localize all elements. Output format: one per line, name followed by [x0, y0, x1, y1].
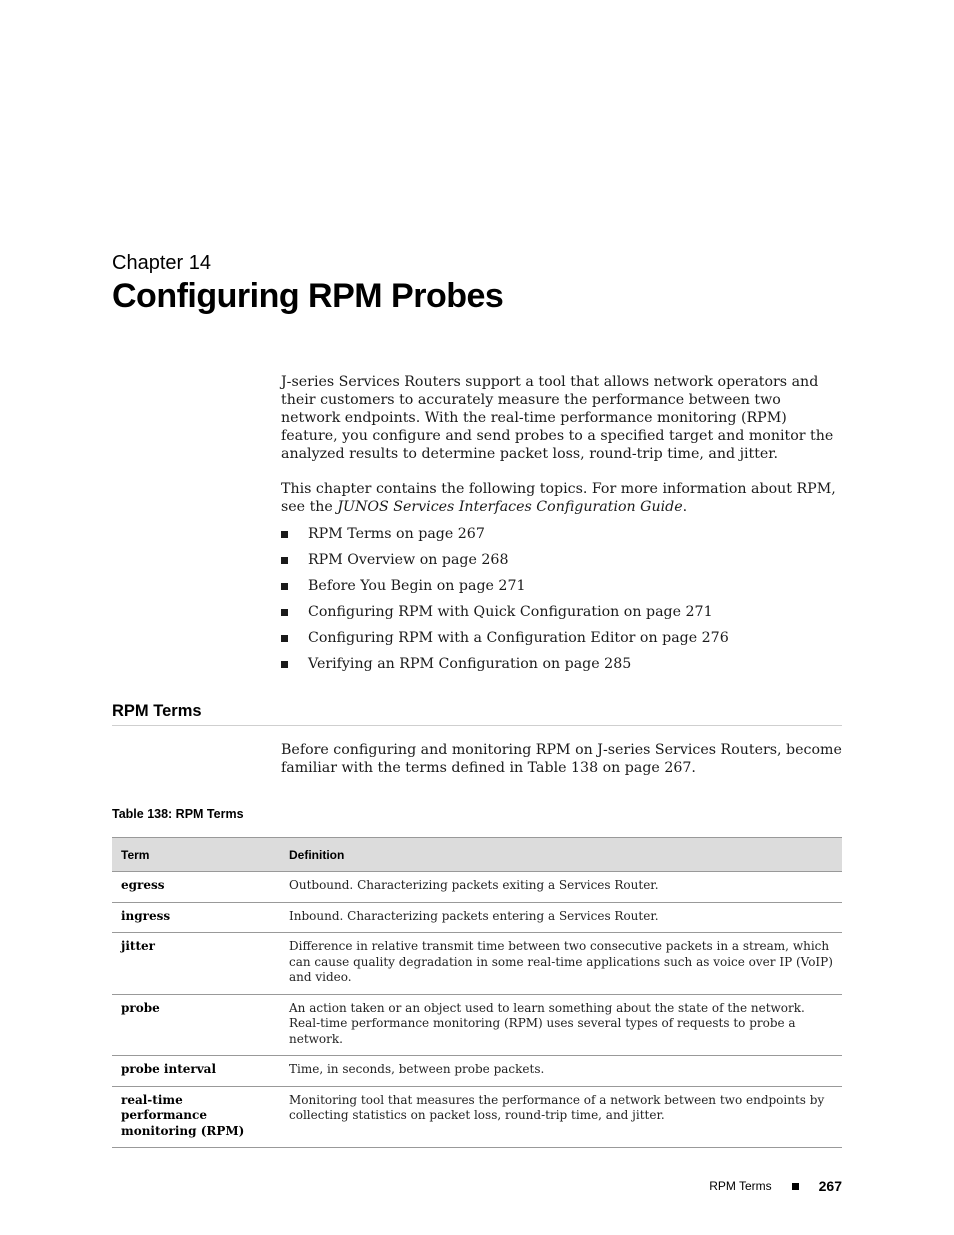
section-intro: Before configuring and monitoring RPM on J-series Services Routers, become familiar with the terms defined in Table 138 on page 267. — [281, 742, 842, 776]
definition-cell: Outbound. Characterizing packets exiting a Services Router. — [280, 872, 842, 903]
topics-intro-end: . — [682, 499, 688, 515]
definition-cell: Monitoring tool that measures the performance of a network between two endpoints by collecting statistics on packet loss, round-trip time, and jitter. — [280, 1086, 842, 1148]
table-caption: Table 138: RPM Terms — [112, 807, 244, 821]
term-column-header: Term — [112, 838, 280, 872]
topic-item[interactable] — [281, 628, 729, 654]
definition-cell: An action taken or an object used to learn something about the state of the network. Real-time performance monitoring (RPM) uses several types of requests to probe a network. — [280, 994, 842, 1056]
bullet-icon — [281, 531, 288, 538]
table-row — [112, 902, 842, 933]
bullet-icon — [281, 635, 288, 642]
bullet-icon — [281, 557, 288, 564]
definition-cell: Inbound. Characterizing packets entering a Services Router. — [280, 902, 842, 933]
topics-intro-text: This chapter contains the following topics. For more information about RPM, see the — [281, 481, 836, 515]
topic-item[interactable] — [281, 524, 729, 550]
table-row — [112, 1056, 842, 1087]
topics-intro-paragraph — [281, 480, 843, 516]
chapter-title: Configuring RPM Probes — [112, 277, 504, 315]
topic-item[interactable] — [281, 654, 729, 680]
section-divider — [112, 725, 842, 726]
intro-paragraph: J-series Services Routers support a tool that allows network operators and their customers to accurately measure the performance between two network endpoints. With the real-time performance monitoring (RPM) feature, you configure and send probes to a specified target and monitor the analyzed results to determine packet loss, round-trip time, and jitter. — [281, 374, 834, 462]
term-cell: probe — [112, 994, 280, 1056]
topic-item[interactable] — [281, 602, 729, 628]
section-heading: RPM Terms — [112, 702, 202, 720]
topic-label[interactable]: Before You Begin on page 271 — [308, 578, 526, 594]
term-cell: ingress — [112, 902, 280, 933]
guide-reference: JUNOS Services Interfaces Configuration Guide — [337, 499, 683, 515]
table-row — [112, 933, 842, 995]
term-cell: jitter — [112, 933, 280, 995]
page-footer — [709, 1178, 842, 1194]
term-cell: egress — [112, 872, 280, 903]
page-number: 267 — [818, 1178, 842, 1194]
table-row — [112, 1086, 842, 1148]
table-row — [112, 872, 842, 903]
definition-cell: Time, in seconds, between probe packets. — [280, 1056, 842, 1087]
topic-label[interactable]: RPM Overview on page 268 — [308, 552, 509, 568]
topic-item[interactable] — [281, 550, 729, 576]
topic-label[interactable]: Configuring RPM with a Configuration Editor on page 276 — [308, 630, 729, 646]
term-cell: real-time performance monitoring (RPM) — [112, 1086, 280, 1148]
chapter-label: Chapter 14 — [112, 252, 211, 274]
topic-label[interactable]: Verifying an RPM Configuration on page 285 — [308, 656, 632, 672]
footer-section-label: RPM Terms — [709, 1179, 772, 1193]
topics-list — [281, 524, 729, 680]
bullet-icon — [281, 609, 288, 616]
footer-separator-icon — [792, 1183, 799, 1190]
bullet-icon — [281, 661, 288, 668]
definition-cell: Difference in relative transmit time between two consecutive packets in a stream, which can cause quality degradation in some real-time applications such as voice over IP (VoIP) and video. — [280, 933, 842, 995]
table-row — [112, 994, 842, 1056]
table-header-row — [112, 838, 842, 872]
definition-column-header: Definition — [280, 838, 842, 872]
bullet-icon — [281, 583, 288, 590]
rpm-terms-table — [112, 837, 842, 1148]
term-cell: probe interval — [112, 1056, 280, 1087]
topic-item[interactable] — [281, 576, 729, 602]
topic-label[interactable]: RPM Terms on page 267 — [308, 526, 485, 542]
topic-label[interactable]: Configuring RPM with Quick Configuration on page 271 — [308, 604, 713, 620]
